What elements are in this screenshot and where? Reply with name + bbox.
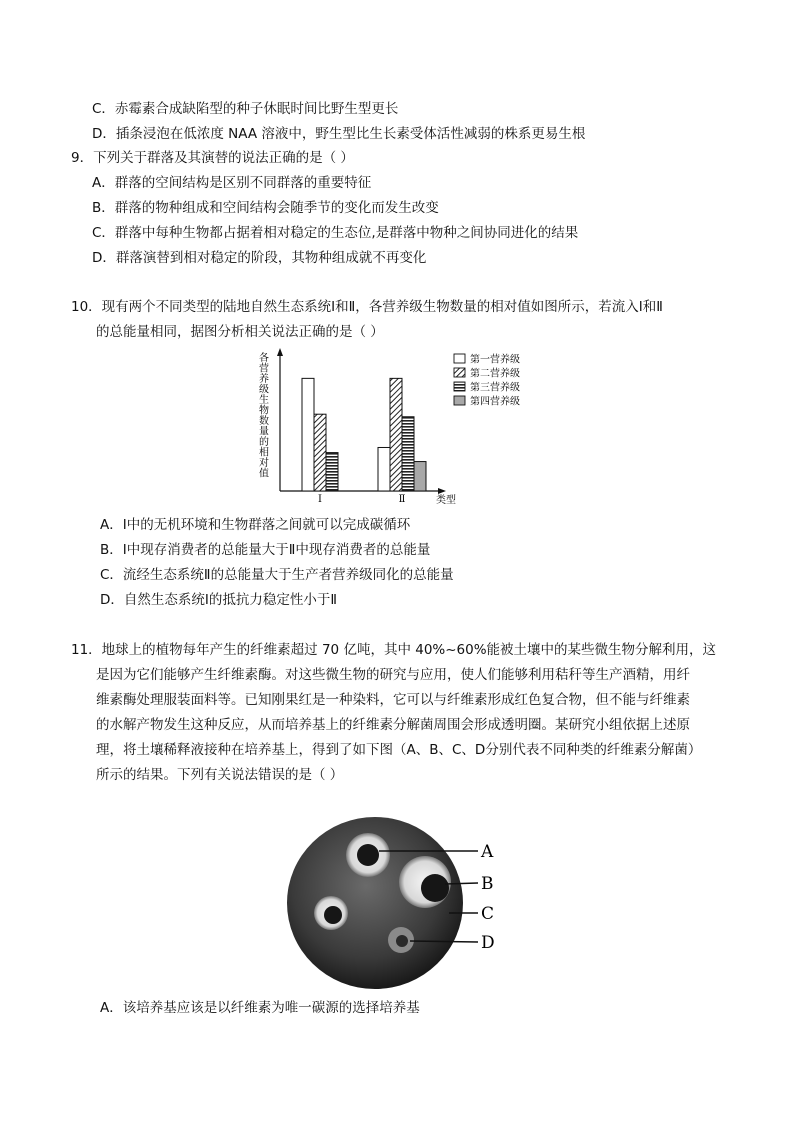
bar-chart [250,345,550,510]
q10-option-a: A．Ⅰ中的无机环境和生物群落之间就可以完成碳循环 [100,517,411,533]
legend-swatch-1 [454,354,465,363]
y-label-char: 各 [259,353,269,364]
legend-swatch-3 [454,382,465,391]
legend-swatch-4 [454,396,465,405]
y-axis-arrow [277,348,283,356]
bar-1-series-1 [302,378,314,491]
legend-label-2: 第二营养级 [470,368,520,380]
y-label-char: 数 [259,416,269,427]
q8-option-c: C．赤霉素合成缺陷型的种子休眠时间比野生型更长 [92,101,399,117]
q10-option-d: D．自然生态系统Ⅰ的抵抗力稳定性小于Ⅱ [100,592,338,608]
q10-stem-line2: 的总能量相同，据图分析相关说法正确的是（ ） [96,324,384,340]
y-label-char: 的 [259,437,269,448]
legend-swatch-2 [454,368,465,377]
q11-stem-line2: 是因为它们能够产生纤维素酶。对这些微生物的研究与应用，使人们能够利用秸秆等生产酒精，用纤 [96,667,690,683]
label-b: B [481,874,494,894]
q11-stem-line5: 理，将土壤稀释液接种在培养基上，得到了如下图（A、B、C、D分别代表不同种类的纤维素分解菌） [96,742,702,758]
x-tick-label: Ⅱ [398,494,406,505]
y-label-char: 对 [259,458,269,469]
y-label-char: 养 [259,374,269,385]
label-c: C [481,904,495,924]
colony-c [324,906,342,924]
q8-option-d: D．插条浸泡在低浓度 NAA 溶液中，野生型比生长素受体活性减弱的株系更易生根 [92,126,586,142]
colony-b [421,874,449,902]
y-axis-label [259,351,269,480]
bar-1-series-3 [326,453,338,491]
leader-line-d [410,941,478,942]
q9-stem: 9．下列关于群落及其演替的说法正确的是（ ） [71,150,354,166]
colony-a [357,844,379,866]
q10-option-b: B．Ⅰ中现存消费者的总能量大于Ⅱ中现存消费者的总能量 [100,542,431,558]
label-a: A [481,842,494,862]
colony-d [396,935,408,947]
y-label-char: 物 [259,405,269,417]
q9-option-d: D．群落演替到相对稳定的阶段，其物种组成就不再变化 [92,250,427,266]
petri-dish-figure [285,805,515,995]
q9-option-c: C．群落中每种生物都占据着相对稳定的生态位,是群落中物种之间协同进化的结果 [92,225,579,241]
q11-option-a: A．该培养基应该是以纤维素为唯一碳源的选择培养基 [100,1000,420,1016]
q11-stem-line4: 的水解产物发生这种反应，从而培养基上的纤维素分解菌周围会形成透明圈。某研究小组依据上述原 [96,717,690,733]
y-label-char: 营 [259,363,269,375]
label-d: D [481,933,495,953]
x-axis-label: 类型 [436,495,456,506]
leader-line-b [445,883,478,884]
legend-label-3: 第三营养级 [470,382,520,394]
q11-stem-line1: 11．地球上的植物每年产生的纤维素超过 70 亿吨，其中 40%~60%能被土壤中的某些微生物分解利用，这 [71,642,717,658]
legend-label-4: 第四营养级 [470,396,520,408]
q11-stem-line3: 维素酶处理服装面料等。已知刚果红是一种染料，它可以与纤维素形成红色复合物，但不能与纤维素 [96,692,690,708]
q9-option-b: B．群落的物种组成和空间结构会随季节的变化而发生改变 [92,200,439,216]
bar-2-series-3 [402,417,414,491]
y-label-char: 相 [259,447,269,459]
y-label-char: 级 [259,384,269,396]
bar-2-series-4 [414,462,426,491]
q10-option-c: C．流经生态系统Ⅱ的总能量大于生产者营养级同化的总能量 [100,567,454,583]
legend-label-1: 第一营养级 [470,354,520,366]
y-label-char: 量 [259,426,269,438]
bar-2-series-2 [390,378,402,491]
y-label-char: 值 [259,468,269,480]
x-axis-arrow [438,488,446,494]
q11-stem-line6: 所示的结果。下列有关说法错误的是（ ） [96,767,344,783]
q10-stem-line1: 10．现有两个不同类型的陆地自然生态系统Ⅰ和Ⅱ，各营养级生物数量的相对值如图所示，若流入Ⅰ和Ⅱ [71,299,663,315]
x-tick-label: Ⅰ [318,494,322,505]
y-label-char: 生 [259,395,269,406]
bar-1-series-2 [314,414,326,491]
bar-2-series-1 [378,447,390,491]
q9-option-a: A．群落的空间结构是区别不同群落的重要特征 [92,175,372,191]
